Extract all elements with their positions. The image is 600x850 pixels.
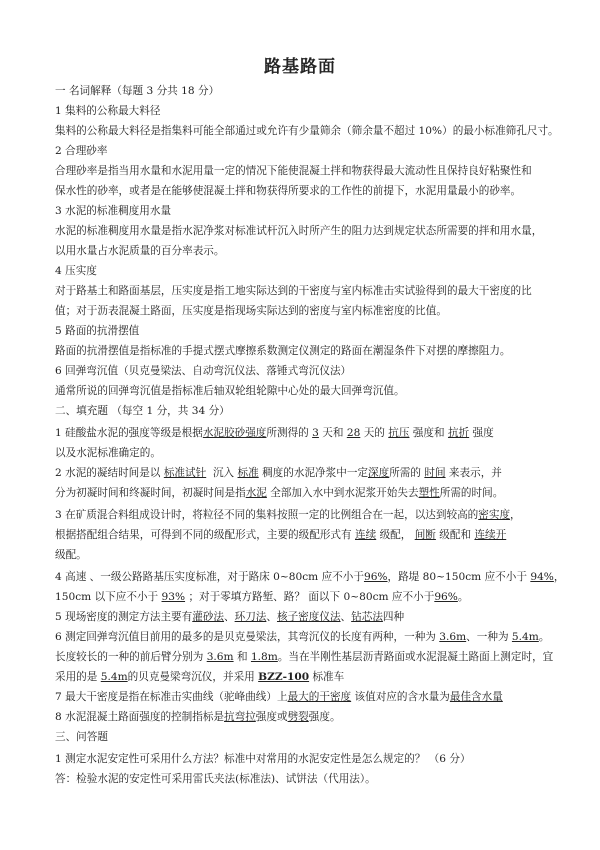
term-definition: 以用水量占水泥质量的百分率表示。 [55,245,225,257]
question-text: 根据搭配组合结果，可得到不同的级配形式，主要的级配形式有 [55,529,352,541]
answer-blank: 间断 [414,529,436,541]
answer-blank: 96% [363,571,388,583]
question-text: 4 高速 、一级公路路基压实度标准，对于路床 0~80cm 应不小于 [55,571,364,583]
question-text: 四种 [382,611,405,623]
term-definition: 保水性的砂率，或者是在能够使混凝土拌和物获得所要求的工作性的前提下，水泥用量最小的砂率。 [55,185,522,197]
fill-question-8 [55,710,555,724]
fill-question-1-cont: 以及水泥标准确定的。 [55,447,161,459]
answer-blank: 深度 [368,467,390,479]
answer-blank: 环刀法 [234,611,267,623]
answer-blank: 5.4m [100,671,128,683]
question-text: 、 [266,611,277,623]
answer-blank: 5.4m [511,631,539,643]
question-text: 150cm 以下应不小于 [55,591,159,603]
answer-blank: 1.8m [250,651,278,663]
fill-question-2-cont [55,486,555,500]
answer-blank: 劈裂 [287,711,309,723]
answer-blank: 3 [312,427,319,439]
answer-blank: 标准 [237,467,259,479]
page-title: 路基路面 [264,57,336,77]
question-text: ， [553,571,565,583]
section-heading-qa: 三、问答题 [55,731,108,743]
question-text: 来表示，并 [448,467,502,479]
fill-question-1 [55,426,555,440]
answer-blank: 钻芯法 [351,611,383,623]
question-text: 2 水泥的凝结时间是以 [55,467,161,479]
fill-question-2 [55,466,555,480]
question-text: 全部加入水中到水泥浆开始失去 [270,487,419,499]
question-text: 8 水泥混凝土路面强度的控制指标是 [55,711,225,723]
term-definition: 对于路基土和路面基层，压实度是指工地实际达到的干密度与室内标准击实试验得到的最大干密度的比 [55,285,532,297]
fill-question-4-cont [55,590,555,604]
fill-question-7 [55,690,555,704]
answer-blank: 连续 [355,529,377,541]
question-text: ， [510,509,521,521]
fill-question-3-cont: 级配。 [55,549,87,561]
answer-blank: 核子密度仪法 [276,611,341,623]
question-text: 。 [538,631,550,643]
question-text: 长度较长的一种的前后臂分别为 [55,651,204,663]
term-heading: 5 路面的抗滑摆值 [55,325,140,337]
answer-blank: 时间 [424,467,446,479]
term-heading: 2 合理砂率 [55,145,108,157]
fill-question-3-cont [55,528,555,542]
question-text: 天和 [322,427,344,439]
section-heading-fill: 二、填充题 （每空 1 分，共 34 分） [55,405,230,417]
term-definition: 水泥的标准稠度用水量是指水泥净浆对标准试杆沉入时所产生的阻力达到规定状态所需要的拌和用水量， [55,225,543,237]
question-text: 7 最大干密度是指在标准击实曲线（驼峰曲线）上 [55,691,288,703]
question-text: 强度。 [308,711,341,723]
question-text: 强度 [472,427,494,439]
answer-blank: 标准试针 [163,467,207,479]
answer-blank: 抗压 [388,427,410,439]
answer-blank: 灌砂法 [192,611,225,623]
answer-blank: 28 [346,427,361,439]
question-text: 标准车 [312,671,345,683]
term-definition: 通常所说的回弹弯沉值是指标准后轴双轮组轮隙中心处的最大回弹弯沉值。 [55,385,405,397]
term-heading: 3 水泥的标准稠度用水量 [55,205,172,217]
question-text: 。 [457,591,469,603]
question-text: 的贝克曼梁弯沉仪，并采用 [127,671,255,683]
fill-question-6 [55,630,555,644]
answer-blank: 最大的干密度 [287,691,352,703]
question-text: 级配， [379,529,412,541]
answer-blank: 94% [530,571,554,583]
fill-question-4 [55,570,565,584]
question-text: 5 现场密度的测定方法主要有 [55,611,193,623]
answer-blank: 连续开 [474,529,507,541]
answer-blank: 水泥胶砂强度 [202,427,267,439]
fill-question-3 [55,508,555,522]
term-heading: 1 集料的公称最大料径 [55,105,161,117]
question-text: 、一种为 [466,631,509,643]
question-text: 强度或 [255,711,288,723]
question-text: 所需的时间。 [439,487,504,499]
answer-blank: 塑性 [418,487,440,499]
answer-blank: 水泥 [245,487,267,499]
question-text: 分为初凝时间和终凝时间，初凝时间是指 [55,487,246,499]
section-heading-terms: 一 名词解释（每题 3 分共 18 分） [55,85,220,97]
term-definition: 合理砂率是指当用水量和水泥用量一定的情况下能使混凝土拌和物获得最大流动性且保持良好粘聚性和 [55,165,532,177]
question-text: 所测得的 [266,427,309,439]
question-text: 1 硅酸盐水泥的强度等级是根据 [55,427,203,439]
answer-blank: 93% [161,591,186,603]
answer-blank: 密实度 [478,509,511,521]
answer-blank: BZZ-100 [258,671,310,683]
qa-answer-1: 答：检验水泥的安定性可采用雷氏夹法(标准法)、试饼法（代用法）。 [55,773,376,785]
fill-question-5 [55,610,555,624]
fill-question-6-cont [55,670,555,684]
question-text: 3 在矿质混合料组成设计时，将粒径不同的集料按照一定的比例组合在一起，以达到较高的 [55,509,479,521]
question-text: 。当在半刚性基层沥青路面或水泥混凝土路面上测定时，宜 [277,651,554,663]
question-text: 天的 [363,427,385,439]
question-text: 稠度的水泥净浆中一定 [262,467,369,479]
question-text: 该值对应的含水量为 [354,691,450,703]
term-definition: 路面的抗滑摆值是指标准的手提式摆式摩擦系数测定仪测定的路面在潮湿条件下对摆的摩擦阻力。 [55,345,511,357]
question-text: ；对于零填方路堑、路？ 面以下 0~80cm 应不小于 [188,591,435,603]
term-definition: 值；对于沥表混凝土路面，压实度是指现场实际达到的密度与室内标准密度的比值。 [55,305,447,317]
answer-blank: 最佳含水量 [449,691,503,703]
answer-blank: 3.6m [206,651,234,663]
term-heading: 6 回弹弯沉值（贝克曼梁法、自动弯沉仪法、落锤式弯沉仪法） [55,365,352,377]
question-text: 采用的是 [55,671,98,683]
answer-blank: 3.6m [439,631,467,643]
answer-blank: 抗折 [447,427,470,439]
question-text: 强度和 [412,427,445,439]
question-text: 、 [340,611,352,623]
term-heading: 4 压实度 [55,265,97,277]
fill-question-6-cont [55,650,555,664]
question-text: 级配和 [439,529,472,541]
question-text: 、 [224,611,235,623]
term-definition: 集料的公称最大料径是指集料可能全部通过或允许有少量筛余（筛余量不超过 10%）的最小标准筛孔尺寸。 [55,125,559,137]
question-text: 所需的 [389,467,421,479]
answer-blank: 抗弯拉 [224,711,256,723]
question-text: ，路堤 80~150cm 应不小于 [387,571,527,583]
answer-blank: 96% [434,591,458,603]
question-text: 6 测定回弹弯沉值目前用的最多的是贝克曼梁法，其弯沉仪的长度有两种，一种为 [55,631,436,643]
question-text: 沉入 [212,467,235,479]
question-text: 和 [236,651,248,663]
qa-question-1: 1 测定水泥安定性可采用什么方法？标准中对常用的水泥安定性是怎么规定的？ （6 分） [55,753,471,765]
